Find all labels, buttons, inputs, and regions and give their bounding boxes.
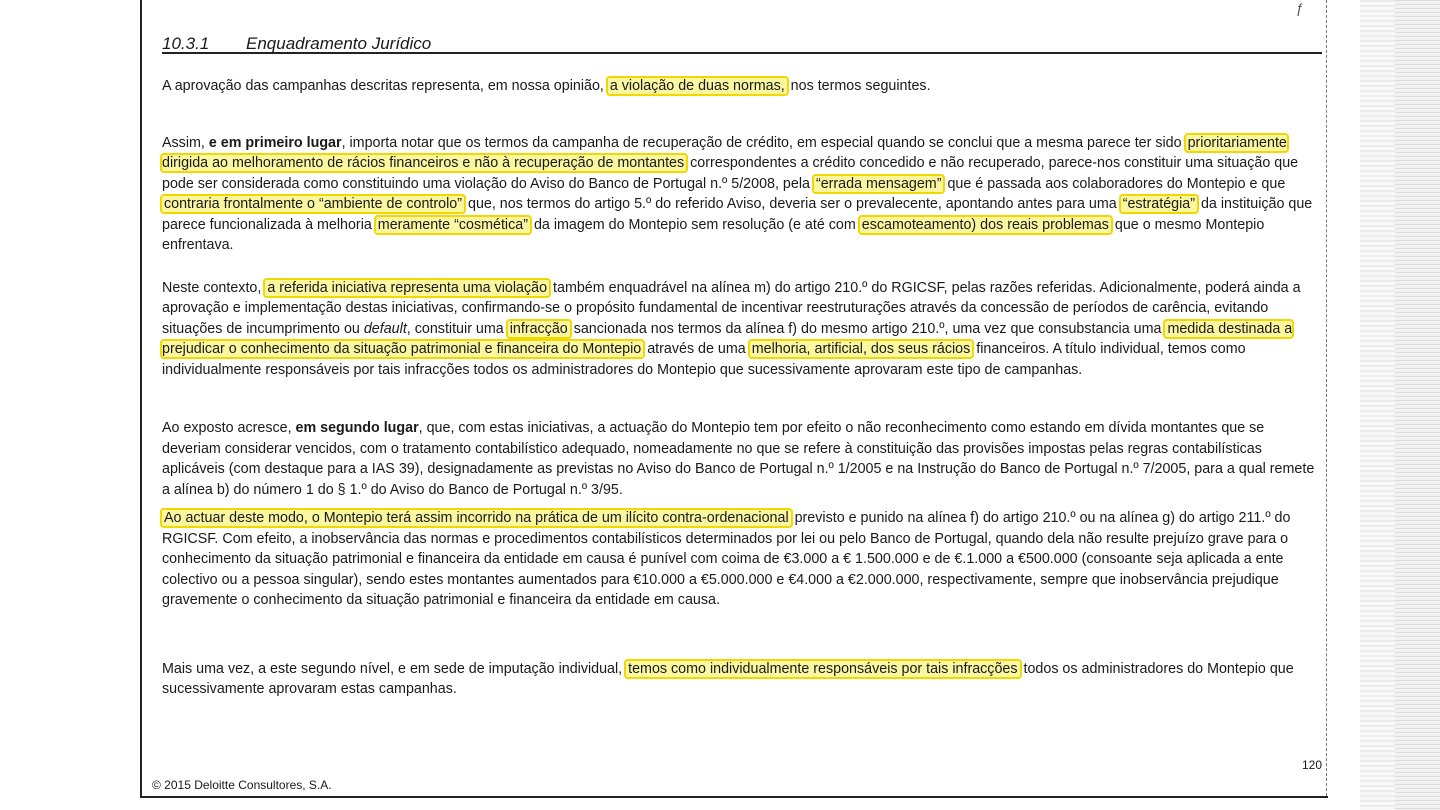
scan-edge-shadow [1395,0,1440,810]
text-run: financeiros. A título individual, temos como individualmente responsáveis por tais infracções todos os administradores do Montepio que sucessivamente aprovaram este tipo de campanhas. [162,341,1246,378]
text-run: correspondentes a crédito concedido e não recuperado, parece-nos constituir uma situação que pode ser considerada como constituindo uma violação do Aviso do Banco de Portugal n.º 5/2008, pela [162,155,1299,192]
text-run: que o mesmo Montepio enfrentava. [162,216,1265,253]
highlight: a violação de duas normas, [609,78,785,94]
highlight: medida destinada a prejudicar o conhecimento da situação patrimonial e financeira do Montepio [162,320,1293,357]
paragraph-2 [162,133,1322,256]
text-run: da imagem do Montepio sem resolução (e até com [529,216,860,233]
text-run: da instituição que parece funcionalizada à melhoria [162,196,1313,233]
text-run: , que, com estas iniciativas, a actuação do Montepio tem por efeito o não reconhecimento como estando em dívida montantes que se deveriam considerar vencidos, com o tratamento contabilístico adequado, nomeadamente no que se refere à constituição das provisões impostas pelas regras contabilísticas aplicáveis (com destaque para a IAS 39), designadamente as previstas no Aviso do Banco de Portugal n.º 1/2005 e na Instrução do Banco de Portugal n.º 7/2005, para a qual remete a alínea b) do número 1 do § 1.º do Aviso do Banco de Portugal n.º 3/95. [162,420,1315,498]
text-run: , importa notar que os termos da campanha de recuperação de crédito, em especial quando se conclui que a mesma parece ter sido [341,134,1186,151]
text-run: também enquadrável na alínea m) do artigo 210.º do RGICSF, pelas razões referidas. Adicionalmente, poderá ainda a aprovação e implementação destas iniciativas, confirmando-se o propósito fundamental de incentivar reestruturações através da concessão de períodos de carência, evitando situações de incumprimento ou [162,279,1301,337]
text-run: A aprovação das campanhas descritas representa, em nossa opinião, [162,78,608,94]
italic-text: default [363,320,407,337]
highlight: “errada mensagem” [815,175,942,192]
highlight: a referida iniciativa representa uma violação [267,279,548,296]
text-run: que, nos termos do artigo 5.º do referido Aviso, deveria ser o prevalecente, apontando antes para uma [464,196,1121,212]
section-title: Enquadramento Jurídico [246,34,432,53]
paragraph-3 [162,278,1322,381]
highlight: prioritariamente dirigida ao melhoramento de rácios financeiros e não à recuperação de montantes [162,134,1287,171]
highlight: escamoteamento) dos reais problemas [861,216,1109,233]
highlight: “estratégia” [1122,196,1195,212]
section-header [162,30,1322,54]
page-number: 120 [1302,758,1323,772]
corner-mark: ƒ [1296,0,1304,16]
text-run: , constituir uma [406,320,508,337]
document-body [162,76,1322,700]
highlight: Ao actuar deste modo, o Montepio terá assim incorrido na prática de um ilícito contra-ordenacional [164,510,789,526]
paragraph-6 [162,659,1322,700]
text-run: nos termos seguintes. [786,78,931,94]
copyright-footer: © 2015 Deloitte Consultores, S.A. [152,778,332,792]
section-number: 10.3.1 [162,34,210,53]
highlight: contraria frontalmente o “ambiente de controlo” [164,196,463,212]
page-frame-right [1326,0,1328,796]
paragraph-5 [162,508,1322,611]
highlight: temos como individualmente responsáveis por tais infracções [628,660,1018,677]
paragraph-1 [162,76,1322,97]
highlight: melhoria, artificial, dos seus rácios [751,341,971,357]
text-run: Assim, [162,134,209,151]
text-run: Mais uma vez, a este segundo nível, e em sede de imputação individual, [162,660,627,677]
bold-text: em segundo lugar [295,420,419,436]
text-run: todos os administradores do Montepio que sucessivamente aprovaram estas campanhas. [162,660,1294,697]
highlight: infracção [509,320,568,337]
paragraph-4 [162,418,1322,500]
text-run: através de uma [643,341,750,357]
text-run: previsto e punido na alínea f) do artigo 210.º ou na alínea g) do artigo 211.º do RGICSF. Com efeito, a inobservância das normas e procedimentos contabilísticos determinados por lei ou pelo Banco de Portugal, quando dela não resulte prejuízo grave para o conhecimento da situação patrimonial e financeira da entidade em causa é punível com coima de €3.000 a € 1.500.000 e de €.1.000 a €500.000 (consoante seja aplicada a ente colectivo ou a pessoa singular), sendo estes montantes aumentados para €10.000 a €5.000.000 e €4.000 a €2.000.000, respectivamente, sempre que inobservância prejudique gravemente o conhecimento da situação patrimonial e financeira da entidade em causa. [162,510,1291,608]
highlight: meramente “cosmética” [377,216,528,233]
text-run: sancionada nos termos da alínea f) do mesmo artigo 210.º, uma vez que consubstancia uma [569,320,1166,337]
text-run: Ao exposto acresce, [162,420,296,436]
bold-text: e em primeiro lugar [208,134,342,151]
text-run: Neste contexto, [162,279,266,296]
text-run: que é passada aos colaboradores do Montepio e que [943,175,1286,192]
